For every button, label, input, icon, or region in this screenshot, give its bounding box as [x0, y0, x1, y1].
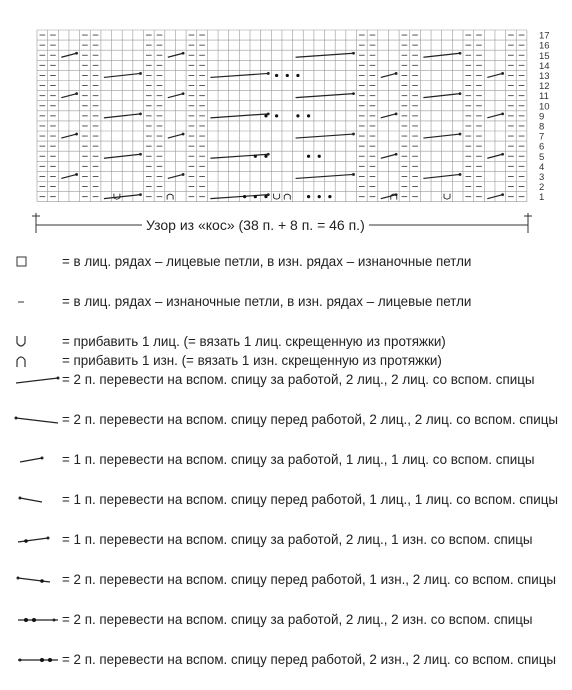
row-number: 4 — [539, 161, 545, 173]
cable-dot — [75, 92, 78, 95]
increase-purl-mark — [284, 194, 290, 200]
cable-dot — [501, 153, 504, 156]
purl-dot — [307, 155, 310, 158]
legend-text: = в лиц. рядах – лицевые петли, в изн. рядах – изнаночные петли — [62, 254, 472, 269]
pattern-caption — [0, 211, 572, 241]
cable-dot — [75, 52, 78, 55]
knitting-chart — [0, 0, 572, 212]
cable-dot — [352, 92, 355, 95]
cable-dot — [139, 72, 142, 75]
cable-dot — [395, 72, 398, 75]
purl-dot — [254, 155, 257, 158]
row-number: 5 — [539, 151, 545, 163]
increase-purl-mark — [167, 194, 173, 200]
row-number: 10 — [539, 101, 550, 113]
increase-knit-mark — [274, 194, 280, 200]
purl-dot — [307, 195, 310, 198]
cable-dot — [75, 133, 78, 136]
row-number: 14 — [539, 60, 550, 72]
legend-text: = прибавить 1 изн. (= вязать 1 изн. скрещенную из протяжки) — [62, 353, 442, 368]
cable-dot — [352, 133, 355, 136]
purl-dot — [275, 114, 278, 117]
cable-dot — [501, 72, 504, 75]
legend-text: = прибавить 1 лиц. (= вязать 1 лиц. скрещенную из протяжки) — [62, 334, 446, 349]
cable-dot — [501, 193, 504, 196]
purl-dot — [296, 74, 299, 77]
row-number: 7 — [539, 131, 545, 143]
purl-dot — [264, 114, 267, 117]
cable-dot — [267, 193, 270, 196]
cable-1-1-back-icon — [6, 450, 56, 470]
cable-1-1-front-icon — [6, 490, 56, 510]
cable-2-2-back-icon — [6, 370, 56, 390]
purl-dot — [264, 195, 267, 198]
purl-dot — [264, 155, 267, 158]
cable-dot — [182, 133, 185, 136]
purl-dot — [296, 114, 299, 117]
increase-knit-mark — [444, 194, 450, 200]
row-number: 9 — [539, 111, 545, 123]
cable-dot — [267, 153, 270, 156]
legend-text: = 2 п. перевести на вспом. спицу перед работой, 2 изн., 2 лиц. со вспом. спицы — [62, 652, 557, 667]
row-number: 16 — [539, 40, 550, 52]
cable-dot — [352, 52, 355, 55]
cable-dot — [182, 173, 185, 176]
legend-text: = 2 п. перевести на вспом. спицу перед работой, 1 изн., 2 лиц. со вспом. спицы — [62, 572, 557, 587]
cable-dot — [395, 153, 398, 156]
cable-dot — [459, 92, 462, 95]
row-number: 13 — [539, 71, 550, 82]
cable-dot — [139, 112, 142, 115]
square-icon — [6, 252, 56, 272]
row-number: 12 — [539, 81, 550, 93]
chart-grid — [37, 30, 527, 202]
cable-2-1-back-purl-icon — [6, 530, 56, 550]
cable-dot — [459, 133, 462, 136]
cable-2-2-front-purl-icon — [6, 650, 56, 670]
cable-dot — [182, 52, 185, 55]
row-number: 1 — [539, 192, 545, 204]
legend-text: = в лиц. рядах – изнаночные петли, в изн. рядах – лицевые петли — [62, 294, 472, 309]
row-number: 2 — [539, 182, 545, 194]
legend-text: = 1 п. перевести на вспом. спицу перед работой, 1 лиц., 1 лиц. со вспом. спицы — [62, 492, 559, 507]
row-number: 8 — [539, 121, 545, 133]
legend-text: = 1 п. перевести на вспом. спицу за работой, 1 лиц., 1 лиц. со вспом. спицы — [62, 452, 535, 467]
cable-dot — [267, 112, 270, 115]
cable-dot — [501, 112, 504, 115]
cup-icon — [6, 332, 56, 352]
cable-dot — [182, 92, 185, 95]
legend-text: = 2 п. перевести на вспом. спицу за работой, 2 лиц., 2 изн. со вспом. спицы — [62, 612, 533, 627]
dash-icon — [6, 292, 56, 312]
purl-dot — [254, 195, 257, 198]
row-number: 15 — [539, 50, 550, 62]
cap-icon — [6, 351, 56, 371]
cable-2-2-front-icon — [6, 410, 56, 430]
row-number: 6 — [539, 141, 545, 153]
cable-dot — [267, 72, 270, 75]
cable-dot — [352, 173, 355, 176]
legend-text: = 1 п. перевести на вспом. спицу за работой, 2 лиц., 1 изн. со вспом. спицы — [62, 532, 533, 547]
purl-dot — [286, 74, 289, 77]
row-number: 11 — [539, 91, 549, 103]
cable-2-1-front-purl-icon — [6, 570, 56, 590]
cable-dot — [139, 153, 142, 156]
purl-dot — [243, 195, 246, 198]
row-numbers — [539, 31, 550, 204]
legend-text: = 2 п. перевести на вспом. спицу перед работой, 2 лиц., 2 лиц. со вспом. спицы — [62, 412, 559, 427]
cable-dot — [75, 173, 78, 176]
purl-dot — [318, 155, 321, 158]
purl-dot — [318, 195, 321, 198]
cable-2-2-back-purl-icon — [6, 610, 56, 630]
row-number: 3 — [539, 172, 545, 183]
legend-text: = 2 п. перевести на вспом. спицу за работой, 2 лиц., 2 лиц. со вспом. спицы — [62, 372, 535, 387]
caption-text: Узор из «кос» (38 п. + 8 п. = 46 п.) — [142, 217, 369, 233]
cable-dot — [139, 193, 142, 196]
cable-dot — [395, 112, 398, 115]
cable-crossings — [61, 52, 504, 199]
cable-dot — [459, 52, 462, 55]
purl-dot — [307, 114, 310, 117]
cable-dot — [459, 173, 462, 176]
purl-dot — [275, 74, 278, 77]
purl-dot — [328, 195, 331, 198]
row-number: 17 — [539, 30, 550, 42]
